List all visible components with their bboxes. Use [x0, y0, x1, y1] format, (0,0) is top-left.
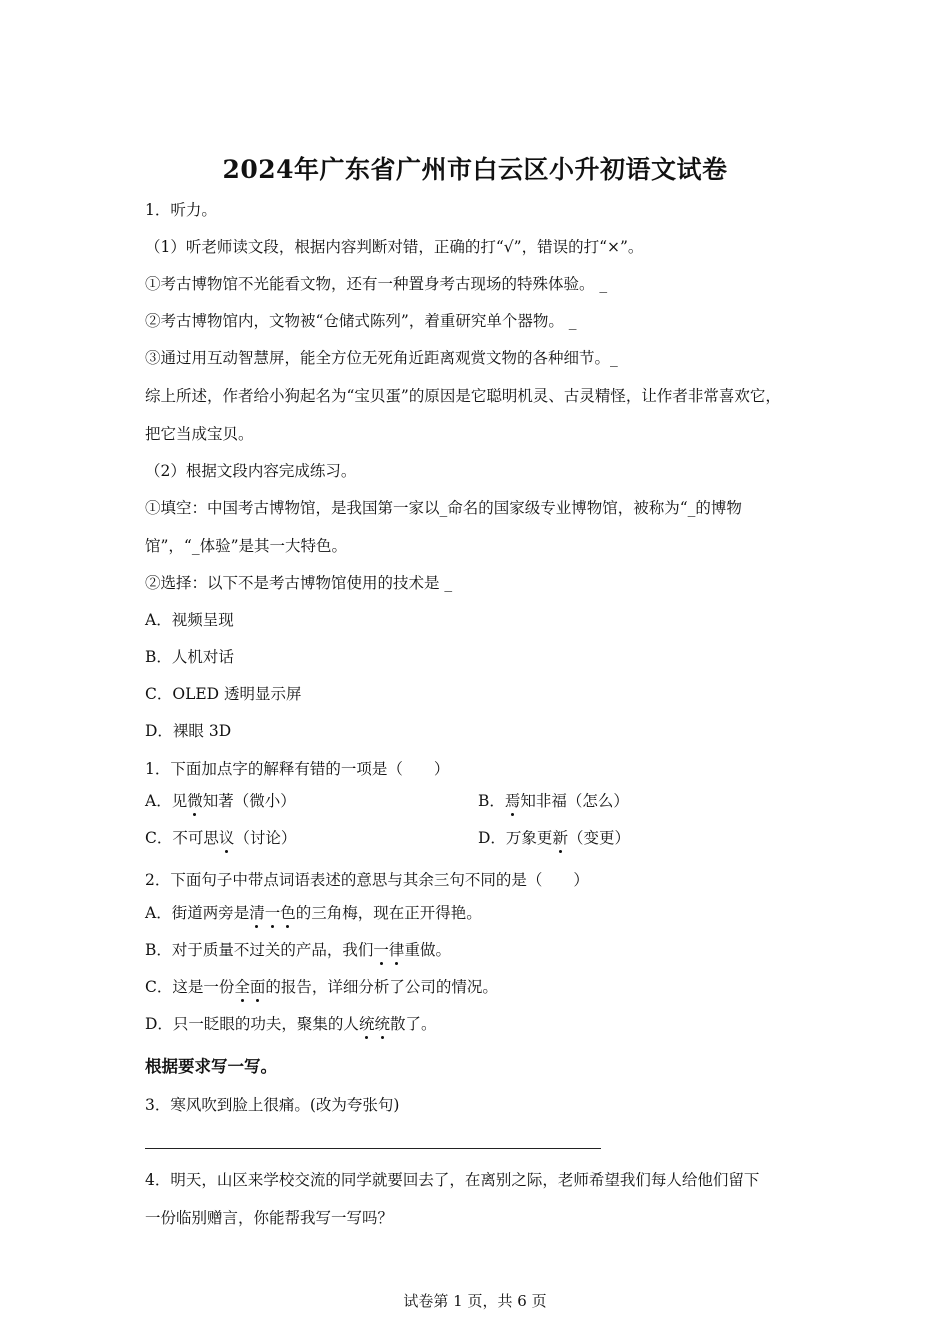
statement-1: ①考古博物馆不光能看文物，还有一种置身考古现场的特殊体验。 _: [145, 275, 608, 293]
dotted-char: 全: [234, 978, 250, 996]
dotted-char: 新: [552, 829, 568, 847]
q1-option-b: B．焉知非福（怎么）: [478, 792, 629, 810]
dotted-char: 统: [374, 1015, 390, 1033]
dotted-char: 律: [388, 941, 405, 959]
dotted-char: 焉: [504, 792, 521, 810]
section-heading: 根据要求写一写。: [145, 1057, 277, 1076]
listening-part2-instruction: （2）根据文段内容完成练习。: [145, 462, 357, 480]
dotted-char: 微: [187, 792, 203, 810]
q2-option-b: B．对于质量不过关的产品，我们一律重做。: [145, 941, 451, 959]
q1-stem: 1．下面加点字的解释有错的一项是（ ）: [145, 760, 450, 778]
fill-blank-line-1: ①填空：中国考古博物馆，是我国第一家以_命名的国家级专业博物馆，被称为“_的博物: [145, 499, 742, 517]
option-a: A．视频呈现: [145, 611, 234, 629]
summary-line-2: 把它当成宝贝。: [145, 425, 254, 443]
listening-part1-instruction: （1）听老师读文段，根据内容判断对错，正确的打“√”，错误的打“×”。: [145, 238, 644, 256]
exam-title: 2024年广东省广州市白云区小升初语文试卷: [222, 155, 728, 184]
fill-blank-line-2: 馆”，“_体验”是其一大特色。: [145, 537, 348, 555]
dotted-char: 清: [249, 904, 265, 922]
page-footer: 试卷第 1 页，共 6 页: [403, 1292, 547, 1310]
q3-text: 3．寒风吹到脸上很痛。(改为夸张句): [145, 1096, 400, 1114]
dotted-char: 议: [218, 829, 235, 847]
q2-option-a: A．街道两旁是清一色的三角梅，现在正开得艳。: [145, 904, 482, 922]
option-d: D．裸眼 3D: [145, 722, 232, 740]
dotted-char: 面: [249, 978, 266, 996]
q4-line-2: 一份临别赠言，你能帮我写一写吗？: [145, 1209, 394, 1227]
q4-line-1: 4．明天，山区来学校交流的同学就要回去了，在离别之际，老师希望我们每人给他们留下: [145, 1171, 760, 1189]
q2-option-d: D．只一眨眼的功夫，聚集的人统统散了。: [145, 1015, 437, 1033]
answer-line: [145, 1148, 601, 1149]
q2-option-c: C．这是一份全面的报告，详细分析了公司的情况。: [145, 978, 498, 996]
summary-line-1: 综上所述，作者给小狗起名为“宝贝蛋”的原因是它聪明机灵、古灵精怪，让作者非常喜欢它，: [145, 387, 781, 405]
option-b: B．人机对话: [145, 648, 234, 666]
dotted-char: 一: [373, 941, 389, 959]
option-c: C．OLED 透明显示屏: [145, 685, 302, 703]
listening-question-label: 1．听力。: [145, 201, 217, 219]
q1-option-a: A．见微知著（微小）: [145, 792, 296, 810]
dotted-char: 色: [280, 904, 296, 922]
q1-option-c: C．不可思议（讨论）: [145, 829, 297, 847]
q2-stem: 2．下面句子中带点词语表述的意思与其余三句不同的是（ ）: [145, 871, 589, 889]
statement-2: ②考古博物馆内，文物被“仓储式陈列”，着重研究单个器物。 _: [145, 312, 577, 330]
q1-option-d: D．万象更新（变更）: [478, 829, 630, 847]
dotted-char: 统: [358, 1015, 375, 1033]
dotted-char: 一: [264, 904, 281, 922]
statement-3: ③通过用互动智慧屏，能全方位无死角近距离观赏文物的各种细节。_: [145, 349, 618, 367]
choice-question: ②选择：以下不是考古博物馆使用的技术是 _: [145, 574, 453, 592]
